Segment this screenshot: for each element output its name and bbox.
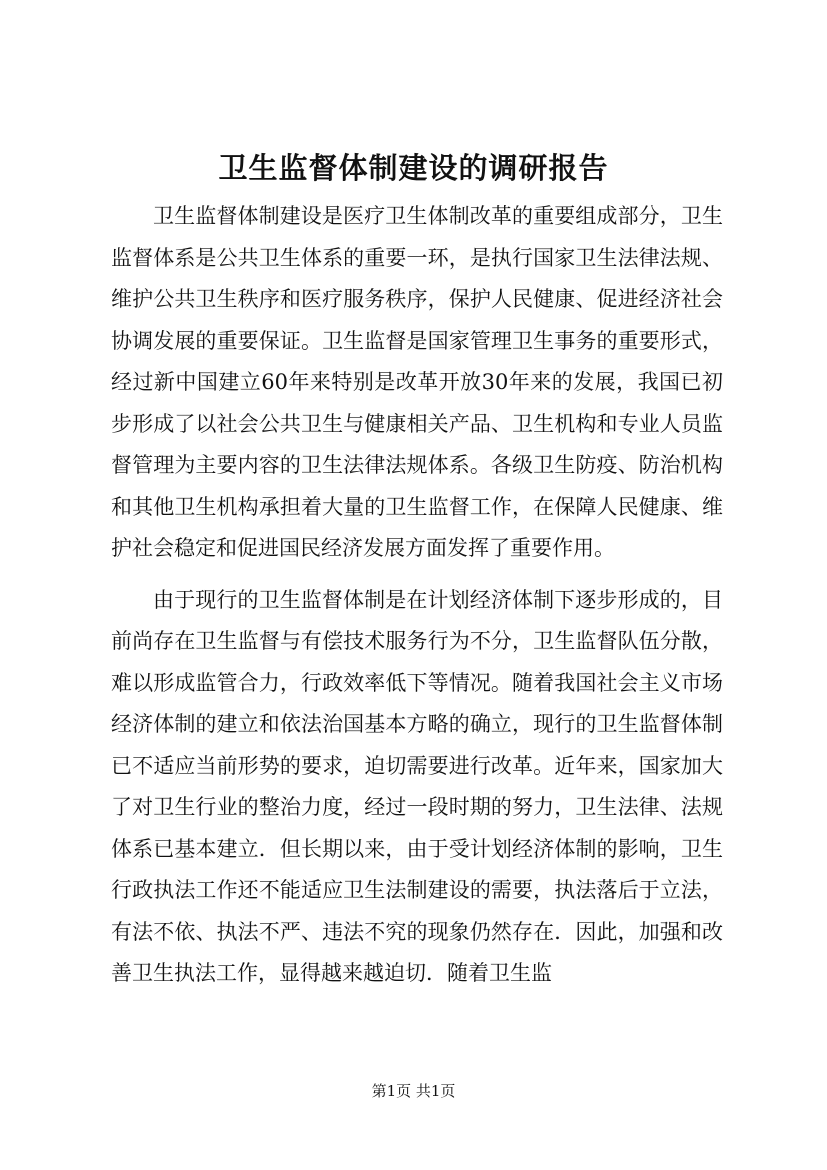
paragraph-1: 卫生监督体制建设是医疗卫生体制改革的重要组成部分，卫生监督体系是公共卫生体系的重要一环，是执行国家卫生法律法规、维护公共卫生秩序和医疗服务秩序，保护人民健康、促进经济社会协调发展的重要保证。卫生监督是国家管理卫生事务的重要形式，经过新中国建立60年来特别是改革开放30年来的发展，我国已初步形成了以社会公共卫生与健康相关产品、卫生机构和专业人员监督管理为主要内容的卫生法律法规体系。各级卫生防疫、防治机构和其他卫生机构承担着大量的卫生监督工作，在保障人民健康、维护社会稳定和促进国民经济发展方面发挥了重要作用。 [111,204,723,560]
paragraph-2: 由于现行的卫生监督体制是在计划经济体制下逐步形成的，目前尚存在卫生监督与有偿技术服务行为不分，卫生监督队伍分散，难以形成监管合力，行政效率低下等情况。随着我国社会主义市场经济体制的建立和依法治国基本方略的确立，现行的卫生监督体制已不适应当前形势的要求，迫切需要进行改革。近年来，国家加大了对卫生行业的整治力度，经过一段时期的努力，卫生法律、法规体系已基本建立．但长期以来，由于受计划经济体制的影响，卫生行政执法工作还不能适应卫生法制建设的需要，执法落后于立法，有法不依、执法不严、违法不究的现象仍然存在．因此，加强和改善卫生执法工作，显得越来越迫切．随着卫生监 [111,587,723,985]
page-footer: 第1页 共1页 [371,1082,456,1100]
document-title: 卫生监督体制建设的调研报告 [218,151,609,185]
document-body [111,196,723,995]
